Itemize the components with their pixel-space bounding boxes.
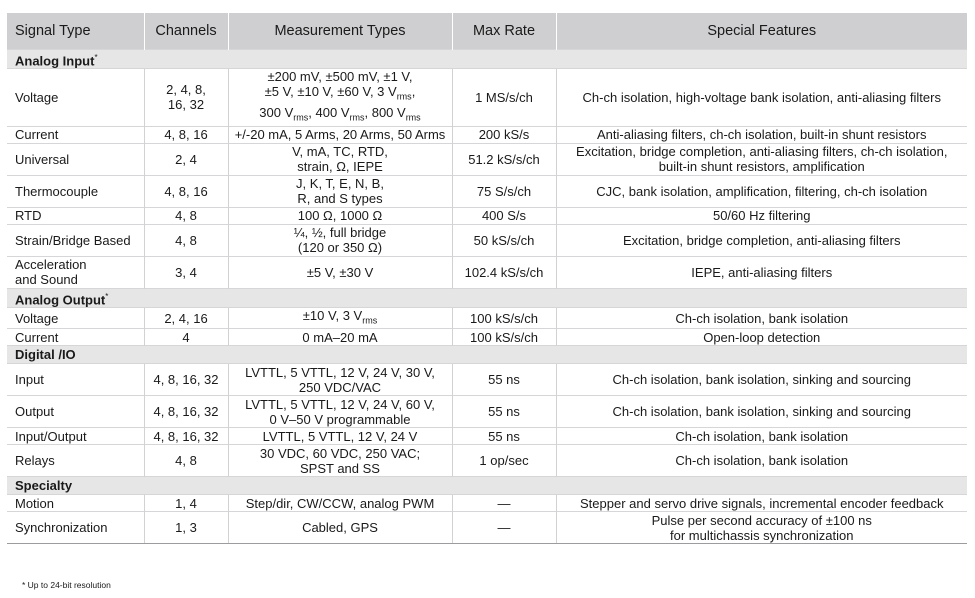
max-rate-cell: — [452, 512, 556, 544]
channels-cell: 1, 4 [144, 495, 228, 512]
channels-cell: 4, 8, 16, 32 [144, 396, 228, 428]
measurement-types-cell: ±200 mV, ±500 mV, ±1 V, ±5 V, ±10 V, ±60 V, 3 $V_{rms}$, 300 $V_{rms}$, 400 $V_{rms}$, 800 $V_{rms}$ [228, 69, 452, 126]
header-channels: Channels [144, 13, 228, 50]
signal-type-cell: Thermocouple [7, 175, 144, 207]
max-rate-cell: 55 ns [452, 364, 556, 396]
signal-type-cell: Universal [7, 143, 144, 175]
max-rate-cell: 102.4 kS/s/ch [452, 256, 556, 288]
header-measurement-types: Measurement Types [228, 13, 452, 50]
signal-type-cell: Voltage [7, 69, 144, 126]
spec-table-container [7, 13, 967, 544]
channels-cell: 2, 4, 8, 16, 32 [144, 69, 228, 126]
header-special-features: Special Features [556, 13, 967, 50]
channels-cell: 2, 4 [144, 143, 228, 175]
channels-cell: 4, 8 [144, 224, 228, 256]
signal-type-cell: Current [7, 329, 144, 346]
footnote-marker: * [105, 291, 109, 301]
table-row [7, 445, 967, 477]
header-signal-type: Signal Type [7, 13, 144, 50]
measurement-types-cell: LVTTL, 5 VTTL, 12 V, 24 V, 60 V, 0 V–50 V programmable [228, 396, 452, 428]
section-header-row [7, 346, 967, 364]
special-features-cell: Ch-ch isolation, bank isolation, sinking and sourcing [556, 364, 967, 396]
special-features-cell: Ch-ch isolation, high-voltage bank isolation, anti-aliasing filters [556, 69, 967, 126]
measurement-types-cell: 0 mA–20 mA [228, 329, 452, 346]
table-row [7, 307, 967, 329]
channels-cell: 3, 4 [144, 256, 228, 288]
table-row [7, 143, 967, 175]
section-header-row [7, 477, 967, 495]
table-row [7, 364, 967, 396]
max-rate-cell: 55 ns [452, 428, 556, 445]
special-features-cell: Ch-ch isolation, bank isolation, sinking and sourcing [556, 396, 967, 428]
table-row [7, 69, 967, 126]
max-rate-cell: 1 op/sec [452, 445, 556, 477]
signal-type-cell: RTD [7, 207, 144, 224]
special-features-cell: Excitation, bridge completion, anti-aliasing filters, ch-ch isolation, built-in shunt resistors, amplification [556, 143, 967, 175]
channels-cell: 4, 8, 16 [144, 175, 228, 207]
max-rate-cell: 55 ns [452, 396, 556, 428]
measurement-types-cell: Cabled, GPS [228, 512, 452, 544]
header-max-rate: Max Rate [452, 13, 556, 50]
channels-cell: 4, 8, 16, 32 [144, 364, 228, 396]
table-row [7, 175, 967, 207]
table-header-row [7, 13, 967, 50]
table-row [7, 224, 967, 256]
special-features-cell: Anti-aliasing filters, ch-ch isolation, built-in shunt resistors [556, 126, 967, 143]
table-row [7, 396, 967, 428]
signal-type-cell: Strain/Bridge Based [7, 224, 144, 256]
special-features-cell: Excitation, bridge completion, anti-aliasing filters [556, 224, 967, 256]
measurement-types-cell: ¼, ½, full bridge (120 or 350 Ω) [228, 224, 452, 256]
max-rate-cell: 75 S/s/ch [452, 175, 556, 207]
section-title: Analog Input* [7, 50, 967, 69]
measurement-types-cell: 30 VDC, 60 VDC, 250 VAC; SPST and SS [228, 445, 452, 477]
table-row [7, 428, 967, 445]
special-features-cell: 50/60 Hz filtering [556, 207, 967, 224]
table-row [7, 512, 967, 544]
special-features-cell: IEPE, anti-aliasing filters [556, 256, 967, 288]
channels-cell: 4, 8, 16, 32 [144, 428, 228, 445]
special-features-cell: Ch-ch isolation, bank isolation [556, 428, 967, 445]
signal-type-cell: Relays [7, 445, 144, 477]
table-row [7, 256, 967, 288]
signal-type-cell: Synchronization [7, 512, 144, 544]
max-rate-cell: 400 S/s [452, 207, 556, 224]
channels-cell: 1, 3 [144, 512, 228, 544]
max-rate-cell: — [452, 495, 556, 512]
signal-type-cell: Output [7, 396, 144, 428]
measurement-types-cell: +/-20 mA, 5 Arms, 20 Arms, 50 Arms [228, 126, 452, 143]
signal-type-cell: Acceleration and Sound [7, 256, 144, 288]
table-row [7, 207, 967, 224]
measurement-types-cell: Step/dir, CW/CCW, analog PWM [228, 495, 452, 512]
footnote-marker: * [94, 53, 98, 62]
measurement-types-cell: J, K, T, E, N, B, R, and S types [228, 175, 452, 207]
measurement-types-cell: ±5 V, ±30 V [228, 256, 452, 288]
special-features-cell: Stepper and servo drive signals, incremental encoder feedback [556, 495, 967, 512]
channels-cell: 4, 8, 16 [144, 126, 228, 143]
signal-type-cell: Input [7, 364, 144, 396]
channels-cell: 2, 4, 16 [144, 307, 228, 329]
max-rate-cell: 200 kS/s [452, 126, 556, 143]
special-features-cell: Pulse per second accuracy of ±100 ns for multichassis synchronization [556, 512, 967, 544]
table-body [7, 50, 967, 544]
special-features-cell: Ch-ch isolation, bank isolation [556, 307, 967, 329]
measurement-types-cell: LVTTL, 5 VTTL, 12 V, 24 V, 30 V, 250 VDC/VAC [228, 364, 452, 396]
signal-type-table [7, 13, 967, 544]
table-row [7, 126, 967, 143]
measurement-types-cell: V, mA, TC, RTD, strain, Ω, IEPE [228, 143, 452, 175]
channels-cell: 4 [144, 329, 228, 346]
channels-cell: 4, 8 [144, 445, 228, 477]
section-header-row [7, 288, 967, 307]
footnote: * Up to 24-bit resolution [22, 580, 111, 590]
section-title: Digital /IO [7, 346, 967, 364]
signal-type-cell: Input/Output [7, 428, 144, 445]
signal-type-cell: Motion [7, 495, 144, 512]
max-rate-cell: 100 kS/s/ch [452, 329, 556, 346]
channels-cell: 4, 8 [144, 207, 228, 224]
measurement-types-cell: 100 Ω, 1000 Ω [228, 207, 452, 224]
max-rate-cell: 50 kS/s/ch [452, 224, 556, 256]
table-row [7, 329, 967, 346]
section-header-row [7, 50, 967, 69]
signal-type-cell: Current [7, 126, 144, 143]
measurement-types-cell: LVTTL, 5 VTTL, 12 V, 24 V [228, 428, 452, 445]
signal-type-cell: Voltage [7, 307, 144, 329]
special-features-cell: Open-loop detection [556, 329, 967, 346]
special-features-cell: Ch-ch isolation, bank isolation [556, 445, 967, 477]
measurement-types-cell: ±10 V, 3 $V_{rms}$ [228, 307, 452, 329]
max-rate-cell: 1 MS/s/ch [452, 69, 556, 126]
section-title: Analog Output* [7, 288, 967, 307]
max-rate-cell: 51.2 kS/s/ch [452, 143, 556, 175]
max-rate-cell: 100 kS/s/ch [452, 307, 556, 329]
section-title: Specialty [7, 477, 967, 495]
special-features-cell: CJC, bank isolation, amplification, filtering, ch-ch isolation [556, 175, 967, 207]
table-row [7, 495, 967, 512]
